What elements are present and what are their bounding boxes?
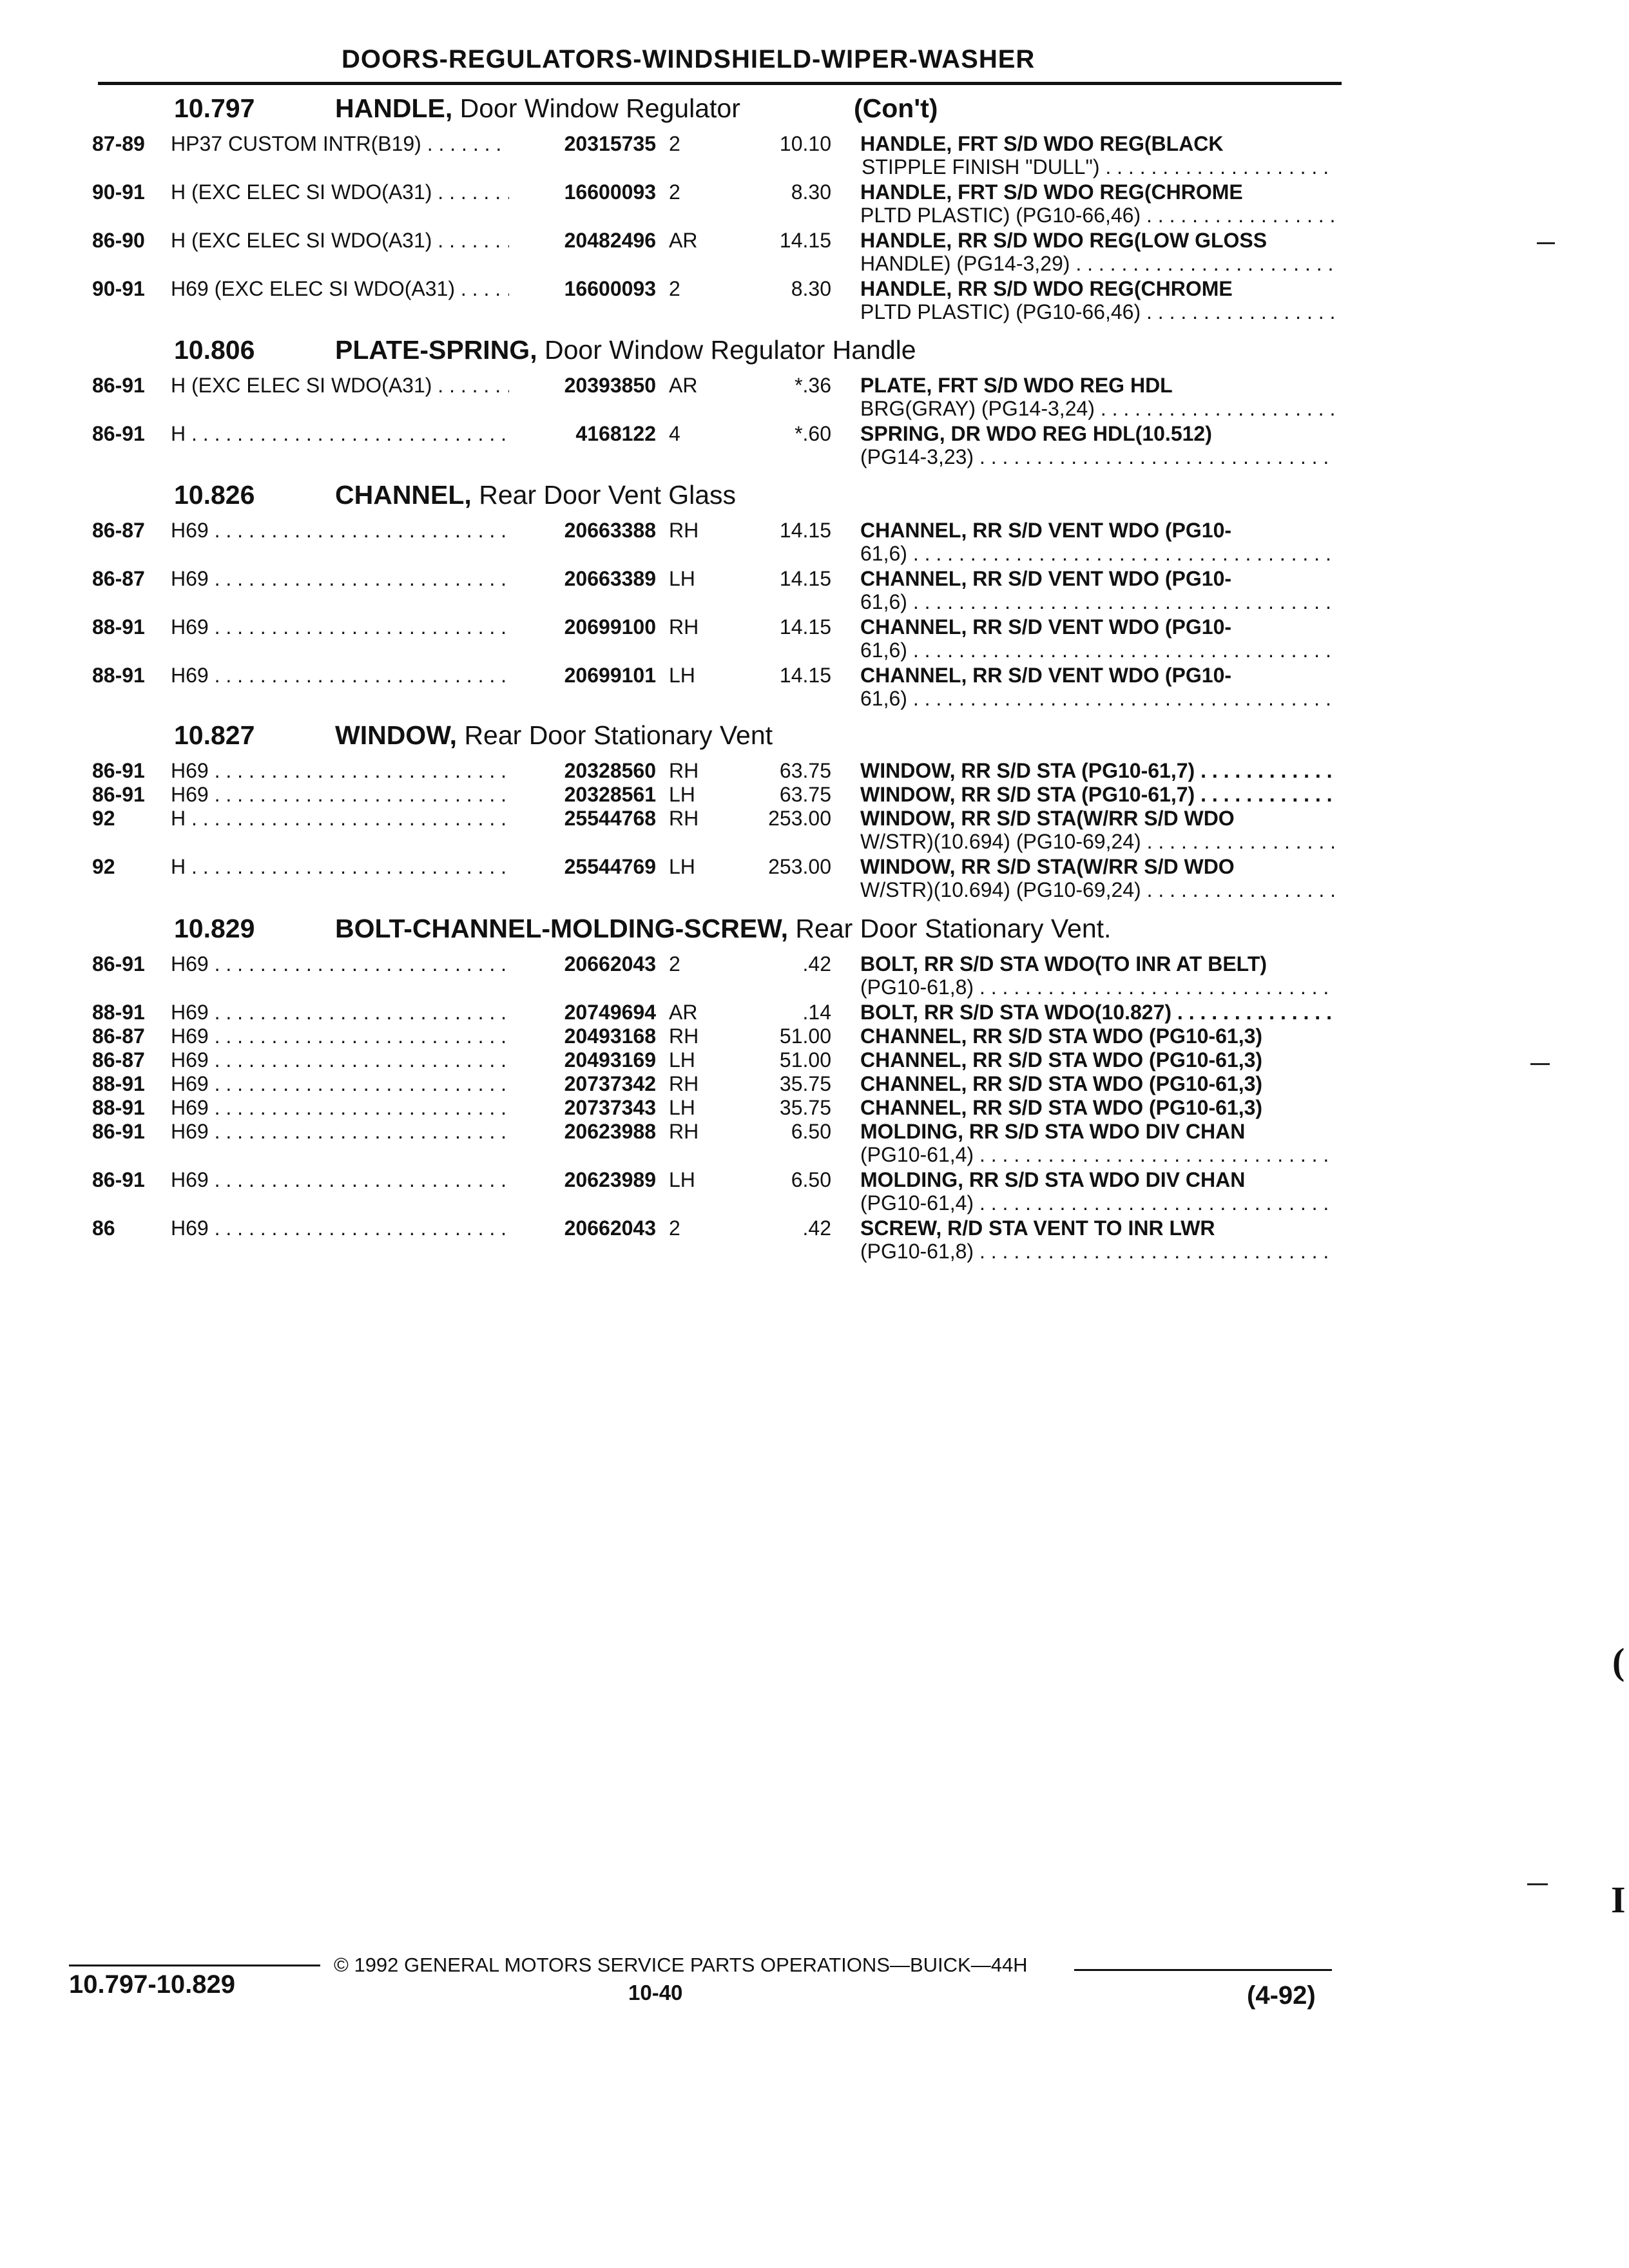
part-number: 20493169: [509, 1048, 656, 1072]
edge-character: I: [1611, 1879, 1626, 1921]
years: 86-90: [92, 229, 145, 252]
price: 14.15: [779, 664, 831, 687]
description: SPRING, DR WDO REG HDL(10.512) (PG14-3,23) . . .: [860, 422, 1334, 468]
price: 253.00: [768, 807, 831, 830]
description: CHANNEL, RR S/D STA WDO (PG10-61,3): [860, 1096, 1263, 1119]
years: 86-87: [92, 519, 145, 542]
years: 86-91: [92, 759, 145, 782]
quantity: 4: [669, 422, 680, 445]
model: H69 . . .: [171, 1048, 535, 1072]
quantity: RH: [669, 1120, 699, 1143]
footer-rule: [69, 1965, 320, 1966]
quantity: LH: [669, 1096, 695, 1119]
model: H69 . . .: [171, 783, 535, 807]
section-heading-10806: [0, 335, 1629, 369]
part-number: 20663388: [509, 519, 656, 543]
years: 92: [92, 807, 115, 830]
description: CHANNEL, RR S/D STA WDO (PG10-61,3): [860, 1024, 1263, 1048]
footer-rule: [1074, 1969, 1332, 1971]
model: H69 . . .: [171, 759, 535, 783]
edge-mark: [1530, 1063, 1550, 1065]
revision-date: (4-92): [1247, 1981, 1316, 2010]
quantity: AR: [669, 229, 698, 252]
section-name: CHANNEL, Rear Door Vent Glass: [335, 480, 737, 510]
quantity: AR: [669, 1001, 698, 1024]
part-number: 20662043: [509, 1216, 656, 1240]
description: CHANNEL, RR S/D STA WDO (PG10-61,3): [860, 1048, 1263, 1072]
model: H69 . . .: [171, 1216, 535, 1240]
section-number: 10.797: [174, 93, 255, 123]
quantity: 2: [669, 1216, 680, 1240]
edge-character: (: [1612, 1640, 1625, 1682]
description: CHANNEL, RR S/D VENT WDO (PG10- 61,6) . . .: [860, 664, 1334, 710]
quantity: RH: [669, 519, 699, 542]
years: 86-91: [92, 783, 145, 806]
model: H69 . . .: [171, 952, 535, 976]
part-number: 20737343: [509, 1096, 656, 1120]
description: WINDOW, RR S/D STA(W/RR S/D WDO W/STR)(10.694) (PG10-69,24) . . .: [860, 855, 1334, 901]
part-number: 20737342: [509, 1072, 656, 1096]
model: H69 . . .: [171, 1024, 535, 1048]
price: 14.15: [779, 519, 831, 542]
years: 88-91: [92, 664, 145, 687]
part-number: 4168122: [509, 422, 656, 446]
years: 90-91: [92, 277, 145, 300]
years: 88-91: [92, 1096, 145, 1119]
quantity: 2: [669, 180, 680, 204]
part-number: 20699101: [509, 664, 656, 687]
model: H69 (EXC ELEC SI WDO(A31) . . .: [171, 277, 535, 301]
section-name: HANDLE, Door Window Regulator: [335, 93, 740, 123]
description: HANDLE, RR S/D WDO REG(CHROME PLTD PLASTIC) (PG10-66,46) . . .: [860, 277, 1334, 323]
model: H69 . . .: [171, 664, 535, 687]
years: 86-87: [92, 1024, 145, 1048]
section-range: 10.797-10.829: [69, 1970, 236, 1999]
quantity: RH: [669, 1072, 699, 1095]
model: H . . .: [171, 422, 535, 446]
price: *.36: [795, 374, 831, 397]
model: H . . .: [171, 807, 535, 831]
section-number: 10.826: [174, 480, 255, 510]
price: 6.50: [791, 1120, 831, 1143]
years: 86-91: [92, 952, 145, 975]
model: H (EXC ELEC SI WDO(A31) . . .: [171, 229, 535, 253]
description: BOLT, RR S/D STA WDO(TO INR AT BELT) (PG10-61,8) . . .: [860, 952, 1334, 999]
section-name: WINDOW, Rear Door Stationary Vent: [335, 720, 773, 750]
part-number: 25544769: [509, 855, 656, 879]
price: 63.75: [779, 783, 831, 806]
part-number: 20493168: [509, 1024, 656, 1048]
header-rule: [98, 82, 1342, 85]
model: H69 . . .: [171, 1120, 535, 1144]
price: 10.10: [779, 132, 831, 155]
part-number: 20662043: [509, 952, 656, 976]
quantity: RH: [669, 1024, 699, 1048]
years: 88-91: [92, 1072, 145, 1095]
description: CHANNEL, RR S/D VENT WDO (PG10- 61,6) . . .: [860, 567, 1334, 613]
price: 14.15: [779, 229, 831, 252]
price: 51.00: [779, 1048, 831, 1072]
part-number: 20315735: [509, 132, 656, 156]
quantity: LH: [669, 855, 695, 878]
section-number: 10.806: [174, 335, 255, 365]
quantity: 2: [669, 132, 680, 155]
page-title: DOORS-REGULATORS-WINDSHIELD-WIPER-WASHER: [342, 45, 1036, 73]
edge-mark: [1537, 242, 1555, 244]
quantity: RH: [669, 759, 699, 782]
part-number: 20623989: [509, 1168, 656, 1192]
section-heading-10827: [0, 720, 1629, 754]
description: MOLDING, RR S/D STA WDO DIV CHAN (PG10-61,4) . . .: [860, 1120, 1334, 1166]
part-number: 16600093: [509, 277, 656, 301]
description: CHANNEL, RR S/D VENT WDO (PG10- 61,6) . . .: [860, 615, 1334, 662]
price: 35.75: [779, 1072, 831, 1095]
description: PLATE, FRT S/D WDO REG HDL BRG(GRAY) (PG14-3,24) . . .: [860, 374, 1334, 420]
price: 253.00: [768, 855, 831, 878]
price: 6.50: [791, 1168, 831, 1191]
quantity: RH: [669, 615, 699, 639]
price: .42: [802, 1216, 831, 1240]
years: 86-91: [92, 374, 145, 397]
section-name: BOLT-CHANNEL-MOLDING-SCREW, Rear Door Stationary Vent.: [335, 914, 1112, 943]
section-heading-10829: [0, 914, 1629, 947]
model: H69 . . .: [171, 615, 535, 639]
section-number: 10.829: [174, 914, 255, 943]
price: .14: [802, 1001, 831, 1024]
description: BOLT, RR S/D STA WDO(10.827) . . .: [860, 1001, 1334, 1024]
model: HP37 CUSTOM INTR(B19) . . .: [171, 132, 535, 156]
price: 8.30: [791, 180, 831, 204]
quantity: RH: [669, 807, 699, 830]
quantity: 2: [669, 952, 680, 975]
description: CHANNEL, RR S/D VENT WDO (PG10- 61,6) . . .: [860, 519, 1334, 565]
description: SCREW, R/D STA VENT TO INR LWR (PG10-61,8) . . .: [860, 1216, 1334, 1263]
model: H69 . . .: [171, 519, 535, 543]
part-number: 20749694: [509, 1001, 656, 1024]
price: 35.75: [779, 1096, 831, 1119]
part-number: 20623988: [509, 1120, 656, 1144]
quantity: 2: [669, 277, 680, 300]
quantity: LH: [669, 783, 695, 806]
page-number: 10-40: [628, 1981, 683, 2004]
price: 14.15: [779, 615, 831, 639]
quantity: LH: [669, 664, 695, 687]
description: WINDOW, RR S/D STA(W/RR S/D WDO W/STR)(10.694) (PG10-69,24) . . .: [860, 807, 1334, 853]
price: 51.00: [779, 1024, 831, 1048]
price: 14.15: [779, 567, 831, 590]
copyright-line: © 1992 GENERAL MOTORS SERVICE PARTS OPERATIONS—BUICK—44H: [334, 1954, 1028, 1976]
model: H69 . . .: [171, 1072, 535, 1096]
section-number: 10.827: [174, 720, 255, 750]
section-heading-10797: [0, 93, 1629, 127]
years: 86-91: [92, 1168, 145, 1191]
model: H69 . . .: [171, 1096, 535, 1120]
quantity: LH: [669, 1048, 695, 1072]
model: H69 . . .: [171, 567, 535, 591]
edge-mark: [1527, 1883, 1548, 1885]
years: 86-91: [92, 1120, 145, 1143]
model: H (EXC ELEC SI WDO(A31) . . .: [171, 374, 535, 398]
description: WINDOW, RR S/D STA (PG10-61,7) . . .: [860, 759, 1334, 782]
part-number: 20393850: [509, 374, 656, 398]
years: 88-91: [92, 615, 145, 639]
part-number: 20699100: [509, 615, 656, 639]
description: HANDLE, FRT S/D WDO REG(CHROME PLTD PLASTIC) (PG10-66,46) . . .: [860, 180, 1334, 227]
years: 90-91: [92, 180, 145, 204]
price: 8.30: [791, 277, 831, 300]
years: 87-89: [92, 132, 145, 155]
description: HANDLE, RR S/D WDO REG(LOW GLOSS HANDLE) (PG14-3,29) . . .: [860, 229, 1334, 275]
years: 92: [92, 855, 115, 878]
years: 88-91: [92, 1001, 145, 1024]
part-number: 20482496: [509, 229, 656, 253]
quantity: LH: [669, 567, 695, 590]
quantity: AR: [669, 374, 698, 397]
price: 63.75: [779, 759, 831, 782]
years: 86: [92, 1216, 115, 1240]
model: H69 . . .: [171, 1001, 535, 1024]
model: H (EXC ELEC SI WDO(A31) . . .: [171, 180, 535, 204]
part-number: 20328560: [509, 759, 656, 783]
continued-label: (Con't): [854, 93, 938, 123]
years: 86-87: [92, 567, 145, 590]
part-number: 20328561: [509, 783, 656, 807]
description: MOLDING, RR S/D STA WDO DIV CHAN (PG10-61,4) . . .: [860, 1168, 1334, 1215]
description: HANDLE, FRT S/D WDO REG(BLACK STIPPLE FINISH "DULL") . . .: [860, 132, 1334, 178]
part-number: 16600093: [509, 180, 656, 204]
model: H . . .: [171, 855, 535, 879]
part-number: 20663389: [509, 567, 656, 591]
section-heading-10826: [0, 480, 1629, 514]
description: CHANNEL, RR S/D STA WDO (PG10-61,3): [860, 1072, 1263, 1095]
part-number: 25544768: [509, 807, 656, 831]
years: 86-87: [92, 1048, 145, 1072]
years: 86-91: [92, 422, 145, 445]
quantity: LH: [669, 1168, 695, 1191]
price: .42: [802, 952, 831, 975]
model: H69 . . .: [171, 1168, 535, 1192]
price: *.60: [795, 422, 831, 445]
section-name: PLATE-SPRING, Door Window Regulator Handle: [335, 335, 916, 365]
description: WINDOW, RR S/D STA (PG10-61,7) . . .: [860, 783, 1334, 806]
